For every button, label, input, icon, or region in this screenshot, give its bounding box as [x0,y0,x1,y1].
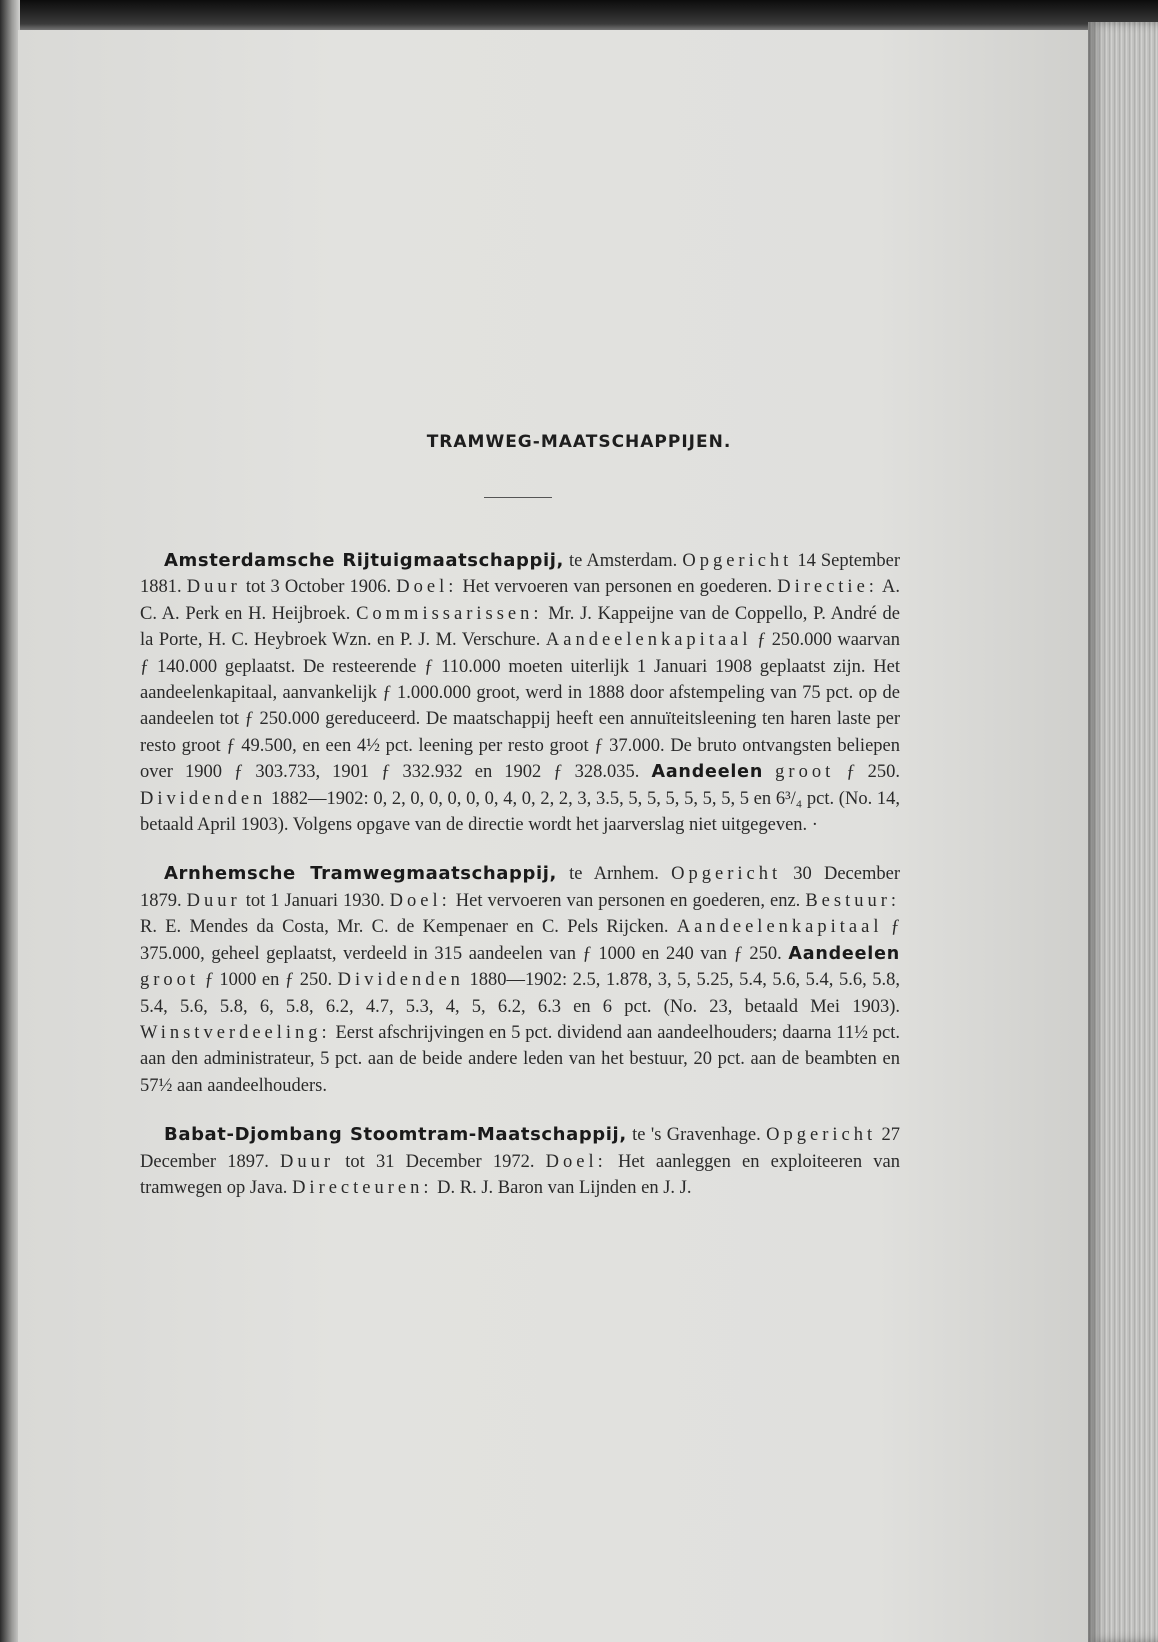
entry-text: Mr. J. Kappeijne van de Coppello, P. André de la Porte, H. C. Heybroek Wzn. en P. J. M. Verschure. [140,603,900,651]
entry-text: Het vervoeren van personen en goederen. [457,577,778,598]
keyword-aandeelenkapitaal: Aandeelenkapitaal [545,630,752,651]
entries-body [140,548,900,1224]
entry-text: ƒ 375.000, geheel geplaatst, verdeeld in 315 aandeelen van ƒ 1000 en 240 van ƒ 250. [140,917,901,964]
keyword-duur: Duur [186,890,241,911]
keyword-aandeelenkapitaal: Aandeelenkapitaal [676,917,883,938]
keyword-opgericht: Opgericht [671,864,782,885]
keyword-aandeelen: Aandeelen [651,762,764,783]
entry-text: ƒ 250.000 waarvan ƒ 140.000 geplaatst. De resteerende ƒ 110.000 moeten uiterlijk 1 Januari 1908 geplaatst zijn. Het aandeelenkapitaal, aanvankelijk ƒ 1.000.000 groot, werd in 1888 door afstempeling van 75 pct. op de aandeelen tot ƒ 250.000 gereduceerd. De maatschappij heeft een annuïteitsleening ten haren laste per resto groot ƒ 49.500, en een 4½ pct. leening per resto groot ƒ 37.000. De bruto ontvangsten beliepen over 1900 ƒ 303.733, 1901 ƒ 332.932 en 1902 ƒ 328.035. [140,630,900,783]
company-name: Amsterdamsche Rijtuigmaatschappij, [164,550,564,571]
keyword-bestuur: Bestuur: [805,890,901,911]
keyword-aandeelen: Aandeelen [788,943,900,964]
entry-text: te Amsterdam. [563,551,683,571]
entry-text [763,762,775,782]
entry-text: 1882—1902: 0, 2, 0, 0, 0, 0, 0, 4, 0, 2, 2, 3, 3.5, 5, 5, 5, 5, 5, 5, 5 en 6³/₄ pct. (No. 14, betaald April 1903). Volgens opgave van de directie wordt het jaarverslag niet uitgegeven. · [140,788,900,836]
keyword-doel: Doel: [396,577,458,598]
section-heading: TRAMWEG-MAATSCHAPPIJEN. [426,432,732,452]
keyword-opgericht: Opgericht [766,1125,877,1146]
entry-text: Het aanleggen en exploiteeren van tramwegen op Java. [140,1151,900,1198]
keyword-groot: groot [775,762,835,783]
entry-text: tot 1 Januari 1930. [240,890,390,911]
keyword-doel: Doel: [389,890,451,911]
company-name: Arnhemsche Tramwegmaatschappij, [164,863,557,885]
entry-arnhemsche-tramwegmaatschappij [140,861,900,1099]
entry-text: D. R. J. Baron van Lijnden en J. J. [432,1177,692,1198]
keyword-duur: Duur [186,577,241,598]
keyword-doel: Doel: [545,1151,607,1172]
entry-amsterdamsche-rijtuigmaatschappij [140,548,900,838]
entry-text: tot 3 October 1906. [240,577,397,598]
entry-text: 14 September 1881. [140,551,900,598]
entry-text: A. C. A. Perk en H. Heijbroek. [140,577,900,624]
entry-babat-djombang-stoomtram-maatschappij [140,1122,900,1201]
entry-text: ƒ 1000 en ƒ 250. [199,970,338,991]
keyword-duur: Duur [280,1151,335,1172]
scan-top-shadow [0,0,1158,34]
keyword-directie: Directie: [777,577,878,598]
heading-divider [484,497,552,498]
entry-text: R. E. Mendes da Costa, Mr. C. de Kempenaer en C. Pels Rijcken. [140,917,677,938]
keyword-dividenden: Dividenden [140,788,267,809]
book-gutter-left [0,0,20,1642]
entry-text: te 's Gravenhage. [626,1125,767,1146]
keyword-commissarissen: Commissarissen: [356,603,543,624]
keyword-opgericht: Opgericht [682,551,793,571]
keyword-groot: groot [140,970,200,991]
entry-text: Het vervoeren van personen en goederen, enz. [450,890,806,911]
entry-text: 30 December 1879. [140,864,900,911]
keyword-directeuren: Directeuren: [292,1177,433,1198]
entry-text: Eerst afschrijvingen en 5 pct. dividend aan aandeelhouders; daarna 11½ pct. aan den administrateur, 5 pct. aan de beide andere leden van het bestuur, 20 pct. aan de beambten en 57½ aan aandeelhouders. [140,1022,900,1096]
keyword-winstverdeeling: Winstverdeeling: [140,1022,331,1043]
company-name: Babat-Djombang Stoomtram-Maatschappij, [164,1124,627,1146]
entry-text: te Arnhem. [556,864,672,885]
entry-text: tot 31 December 1972. [334,1151,546,1172]
entry-text: ƒ 250. [834,762,900,783]
entry-text: 1880—1902: 2.5, 1.878, 3, 5, 5.25, 5.4, 5.6, 5.4, 5.6, 5.8, 5.4, 5.6, 5.8, 6, 5.8, 6.2, 4.7, 5.3, 4, 5, 6.2, 6.3 en 6 pct. (No. 23, betaald Mei 1903). [140,970,900,1017]
entry-text: 27 December 1897. [140,1125,900,1172]
stacked-page-edges [1088,22,1158,1642]
keyword-dividenden: Dividenden [337,970,464,991]
